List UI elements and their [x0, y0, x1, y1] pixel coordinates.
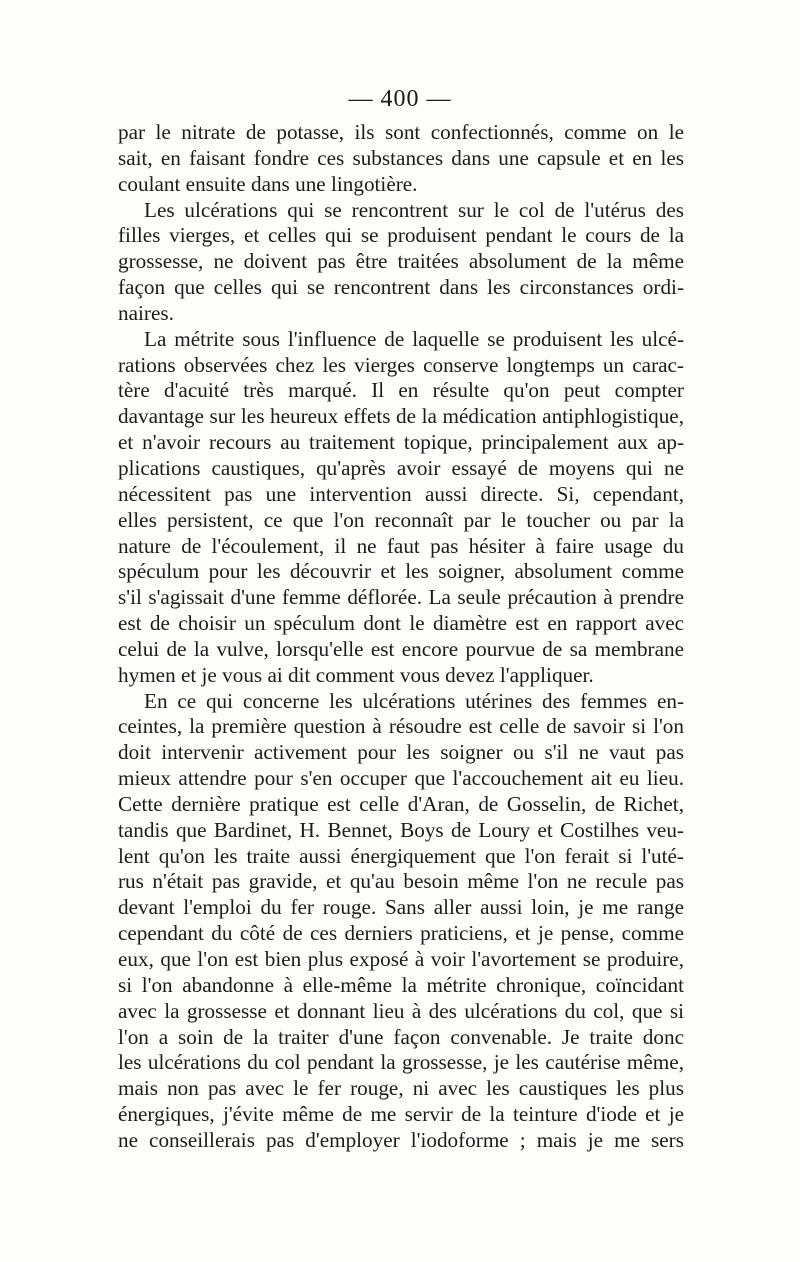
text-line: énergiques, j'évite même de me servir de la teinture d'iode et je — [118, 1102, 684, 1127]
text-line: davantage sur les heureux effets de la médication antiphlogistique, — [118, 404, 684, 429]
text-line: devant l'emploi du fer rouge. Sans aller aussi loin, je me range — [118, 895, 684, 920]
text-line: Les ulcérations qui se rencontrent sur le col de l'utérus des — [144, 197, 684, 222]
text-line: lent qu'on les traite aussi énergiquement que l'on ferait si l'uté- — [118, 843, 684, 868]
text-line: sait, en faisant fondre ces substances dans une capsule et en les — [118, 145, 684, 170]
text-line: plications caustiques, qu'après avoir essayé de moyens qui ne — [118, 455, 684, 480]
text-line: coulant ensuite dans une lingotière. — [118, 171, 418, 196]
text-line: En ce qui concerne les ulcérations utérines des femmes en- — [144, 688, 684, 713]
text-line: rus n'était pas gravide, et qu'au besoin même l'on ne recule pas — [118, 869, 684, 894]
text-line: rations observées chez les vierges conserve longtemps un carac- — [118, 352, 684, 377]
text-line: si l'on abandonne à elle-même la métrite chronique, coïncidant — [118, 972, 684, 997]
text-line: elles persistent, ce que l'on reconnaît par le toucher ou par la — [118, 507, 684, 532]
text-line: tandis que Bardinet, H. Bennet, Boys de Loury et Costilhes veu- — [118, 817, 684, 842]
text-line: grossesse, ne doivent pas être traitées absolument de la même — [118, 249, 684, 274]
text-line: est de choisir un spéculum dont le diamètre est en rapport avec — [118, 611, 684, 636]
text-line: naires. — [118, 300, 174, 325]
text-line: nature de l'écoulement, il ne faut pas hésiter à faire usage du — [118, 533, 684, 558]
text-line: filles vierges, et celles qui se produisent pendant le cours de la — [118, 223, 684, 248]
text-line: spéculum pour les découvrir et les soigner, absolument comme — [118, 559, 684, 584]
text-line: Cette dernière pratique est celle d'Aran, de Gosselin, de Richet, — [118, 791, 684, 816]
text-line: s'il s'agissait d'une femme déflorée. La seule précaution à prendre — [118, 585, 684, 610]
text-line: mais non pas avec le fer rouge, ni avec les caustiques les plus — [118, 1076, 684, 1101]
page-number: — 400 — — [348, 86, 452, 112]
text-line: celui de la vulve, lorsqu'elle est encore pourvue de sa membrane — [118, 636, 684, 661]
text-line: cependant du côté de ces derniers praticiens, et je pense, comme — [118, 921, 684, 946]
text-line: l'on a soin de la traiter d'une façon convenable. Je traite donc — [118, 1024, 684, 1049]
text-line: les ulcérations du col pendant la grossesse, je les cautérise même, — [118, 1050, 684, 1075]
body-text — [118, 120, 684, 1154]
text-line: nécessitent pas une intervention aussi directe. Si, cependant, — [118, 481, 684, 506]
text-line: par le nitrate de potasse, ils sont confectionnés, comme on le — [118, 120, 684, 144]
text-line: ceintes, la première question à résoudre est celle de savoir si l'on — [118, 714, 684, 739]
text-line: et n'avoir recours au traitement topique, principalement aux ap- — [118, 430, 684, 455]
text-line: façon que celles qui se rencontrent dans les circonstances ordi- — [118, 275, 684, 300]
text-line: mieux attendre pour s'en occuper que l'accouchement ait eu lieu. — [118, 766, 684, 791]
text-line: doit intervenir activement pour les soigner ou s'il ne vaut pas — [118, 740, 684, 765]
text-line: La métrite sous l'influence de laquelle se produisent les ulcé- — [144, 326, 684, 351]
text-line: tère d'acuité très marqué. Il en résulte qu'on peut compter — [118, 378, 684, 403]
text-line: avec la grossesse et donnant lieu à des ulcérations du col, que si — [118, 998, 684, 1023]
text-line: ne conseillerais pas d'employer l'iodoforme ; mais je me sers — [118, 1127, 684, 1152]
text-line: eux, que l'on est bien plus exposé à voir l'avortement se produire, — [118, 947, 684, 971]
text-line: hymen et je vous ai dit comment vous devez l'appliquer. — [118, 662, 594, 687]
